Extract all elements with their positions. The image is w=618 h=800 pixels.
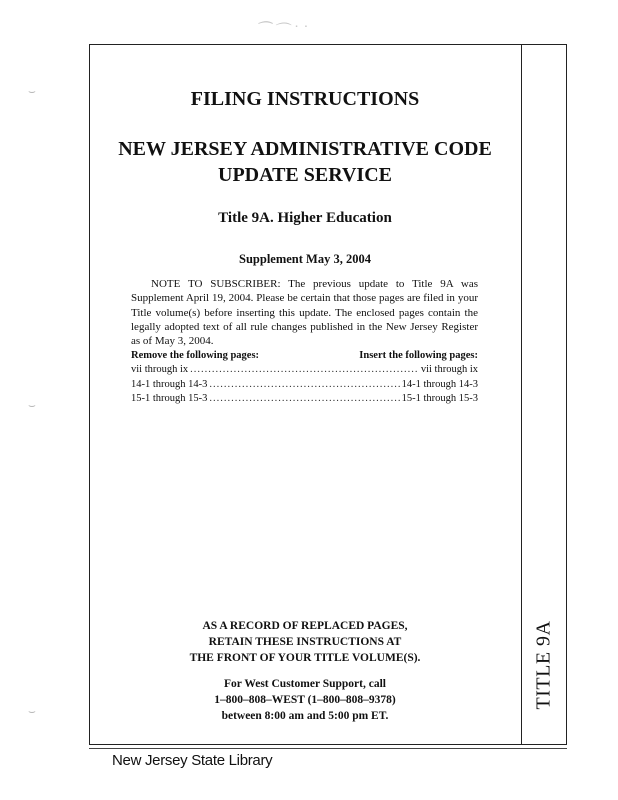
subtitle-line-2: UPDATE SERVICE xyxy=(218,164,392,186)
record-notice xyxy=(89,618,521,666)
support-line: For West Customer Support, call xyxy=(224,678,386,690)
remove-column-header: Remove the following pages: xyxy=(131,350,260,361)
subtitle-line-1: NEW JERSEY ADMINISTRATIVE CODE xyxy=(118,138,492,160)
table-row xyxy=(131,363,478,378)
scan-mark-top: ⁀ ⌒ ˙ ˙ xyxy=(256,23,308,40)
record-line: THE FRONT OF YOUR TITLE VOLUME(S). xyxy=(189,652,421,664)
scan-mark-left-1: ⌣ xyxy=(28,84,36,98)
remove-pages: 15-1 through 15-3 xyxy=(131,393,208,404)
dot-leader xyxy=(209,392,399,407)
page-replacement-table xyxy=(131,350,478,407)
dot-leader xyxy=(209,378,399,393)
insert-pages: vii through ix xyxy=(420,364,478,375)
record-line: RETAIN THESE INSTRUCTIONS AT xyxy=(208,636,402,648)
remove-pages: vii through ix xyxy=(131,364,189,375)
customer-support-notice xyxy=(89,676,521,724)
document-title: FILING INSTRUCTIONS xyxy=(190,88,420,110)
table-row xyxy=(131,378,478,393)
record-line: AS A RECORD OF REPLACED PAGES, xyxy=(202,620,408,632)
insert-column-header: Insert the following pages: xyxy=(359,350,478,361)
document-subtitle xyxy=(89,136,521,188)
dot-leader xyxy=(190,363,419,378)
library-stamp: New Jersey State Library xyxy=(112,752,273,769)
scan-mark-left-3: ⌣ xyxy=(28,704,36,718)
tab-divider xyxy=(521,44,522,745)
table-header xyxy=(131,350,478,361)
insert-pages: 15-1 through 15-3 xyxy=(401,393,478,404)
remove-pages: 14-1 through 14-3 xyxy=(131,378,208,390)
supplement-heading: Supplement May 3, 2004 xyxy=(239,252,371,266)
subscriber-note: NOTE TO SUBSCRIBER: The previous update to Title 9A was Supplement April 19, 2004. Please be certain that those pages are filed in your Title volume(s) before inserting this update. The enclosed pages contain the legally adopted text of all rule changes published in the New Jersey Register as of May 3, 2004. xyxy=(131,278,478,348)
page-frame-double-rule xyxy=(89,748,567,749)
title-section-heading: Title 9A. Higher Education xyxy=(218,210,392,226)
scan-mark-left-2: ⌣ xyxy=(28,398,36,412)
insert-pages: 14-1 through 14-3 xyxy=(401,378,478,390)
table-row xyxy=(131,392,478,407)
support-phone: 1–800–808–WEST (1–800–808–9378) xyxy=(214,694,396,706)
title-tab-label: TITLE 9A xyxy=(532,620,555,710)
support-hours: between 8:00 am and 5:00 pm ET. xyxy=(221,710,389,722)
